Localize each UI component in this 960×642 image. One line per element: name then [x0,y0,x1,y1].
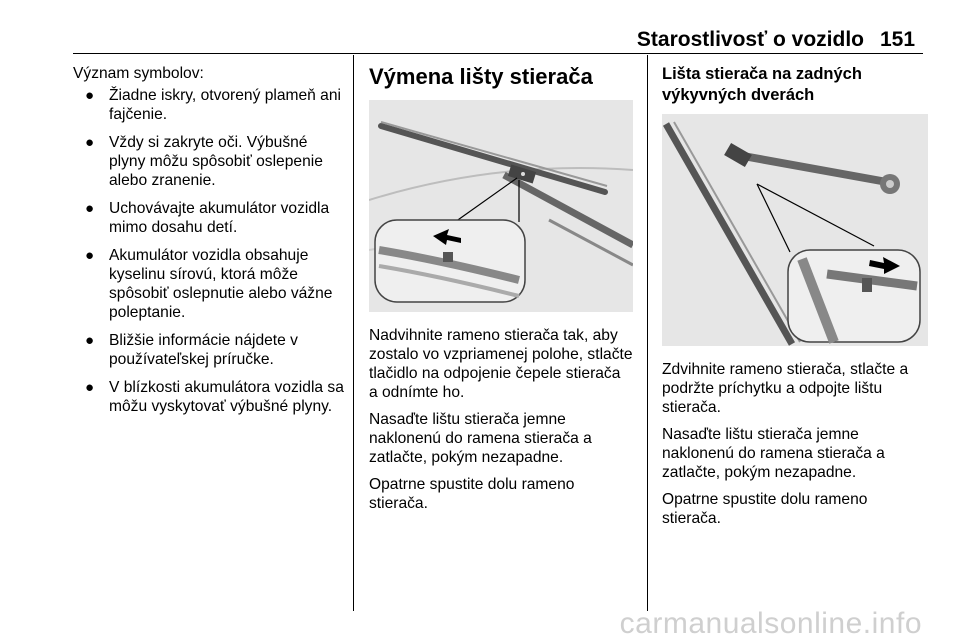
rear-wiper-text [662,360,928,528]
list-item-text: Uchovávajte akumulátor vozidla mimo dosahu detí. [109,200,330,236]
column-symbols [73,64,345,425]
column-divider-right [647,55,648,611]
wiper-blade-illustration [369,100,633,312]
bullet-icon: ● [85,247,95,264]
watermark: carmanualsonline.info [619,607,922,640]
bullet-icon: ● [85,332,95,349]
bullet-icon: ● [85,87,95,104]
page-header [0,0,960,54]
paragraph: Opatrne spustite dolu rameno stierača. [662,491,868,527]
wiper-blade-heading: Výmena lišty stierača [369,64,593,89]
page-number: 151 [880,28,916,51]
header-rule [73,53,923,54]
paragraph: Opatrne spustite dolu rameno stierača. [369,476,575,512]
paragraph: Zdvihnite rameno stierača, stlačte a podržte príchytku a odpojte lištu stierača. [662,361,909,416]
paragraph: Nasaďte lištu stierača jemne naklonenú do ramena stierača a zatlačte, pokým nezapadne. [662,426,885,481]
list-item-text: Bližšie informácie nájdete v používateľskej príručke. [109,332,298,368]
symbols-list [73,86,345,416]
list-item [73,378,345,416]
rear-wiper-icon [662,114,928,346]
front-wiper-icon [369,100,633,312]
bullet-icon: ● [85,379,95,396]
wiper-blade-text [369,326,633,513]
column-wiper-blade [369,64,633,521]
section-title: Starostlivosť o vozidlo [636,28,864,51]
list-item-text: Žiadne iskry, otvorený plameň ani fajčenie. [109,87,341,123]
list-item [73,199,345,237]
list-item [73,331,345,369]
symbols-intro: Význam symbolov: [73,65,204,82]
bullet-icon: ● [85,134,95,151]
rear-wiper-illustration [662,114,928,346]
paragraph: Nasaďte lištu stierača jemne naklonenú do ramena stierača a zatlačte, pokým nezapadne. [369,411,592,466]
list-item [73,246,345,322]
bullet-icon: ● [85,200,95,217]
list-item [73,133,345,190]
column-rear-wiper [662,64,928,536]
rear-wiper-heading: Lišta stierača na zadných výkyvných dverách [662,65,862,104]
column-divider-left [353,55,354,611]
paragraph: Nadvihnite rameno stierača tak, aby zostalo vo vzpriamenej polohe, stlačte tlačidlo na odpojenie čepele stierača a odnímte ho. [369,327,633,401]
list-item [73,86,345,124]
list-item-text: Akumulátor vozidla obsahuje kyselinu sírovú, ktorá môže spôsobiť oslepnutie alebo vážne poleptanie. [109,247,333,321]
list-item-text: V blízkosti akumulátora vozidla sa môžu vyskytovať výbušné plyny. [109,379,344,415]
list-item-text: Vždy si zakryte oči. Výbušné plyny môžu spôsobiť oslepenie alebo zranenie. [109,134,323,189]
